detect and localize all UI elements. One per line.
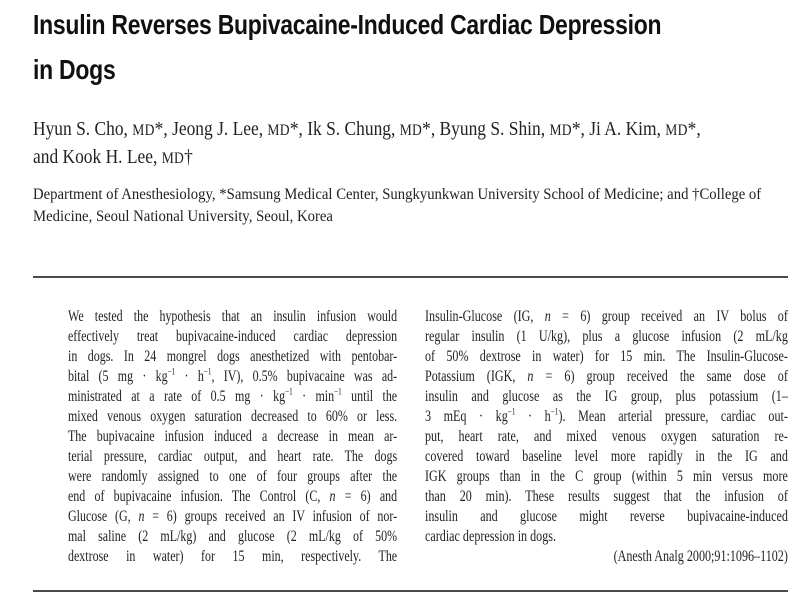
abstract-right-lines (425, 307, 788, 527)
text-line: were randomly assigned to one of four groups after the (68, 468, 398, 485)
text-line: bital (5 mg · $kg^{-1} \cdot h^{-1}$, IV), 0.5% bupivacaine was ad- (68, 366, 398, 385)
text-line: mixed venous oxygen saturation decreased to 60% or less. (68, 408, 398, 425)
text-line: 3 mEq · $kg^{-1} \cdot h^{-1}$). Mean arterial pressure, cardiac out- (425, 406, 788, 425)
text-line: covered toward baseline level more rapidly in the IG and (425, 448, 788, 465)
text-line: insulin and glucose as the IG group, plus potassium (1– (425, 388, 788, 405)
journal-citation: (Anesth Analg 2000;91:1096–1102) (613, 548, 788, 565)
text-line: Medicine, Seoul National University, Seoul, Korea (33, 208, 333, 225)
abstract-closing-line: cardiac depression in dogs. (425, 528, 557, 545)
text-line: Glucose (G, n = 6) groups received an IV infusion of nor- (68, 508, 398, 525)
abstract-left-column (68, 307, 397, 567)
text-line: Insulin-Glucose (IG, n = 6) group received an IV bolus of (425, 308, 788, 325)
text-line: end of bupivacaine infusion. The Control (C, n = 6) and (68, 488, 398, 505)
text-line: in dogs. In 24 mongrel dogs anesthetized with pentobar- (68, 348, 398, 365)
text-line: Potassium (IGK, n = 6) group received the same dose of (425, 368, 788, 385)
text-line: ministrated at a rate of 0.5 mg · $kg^{-1} \cdot \min^{-1}$ until the (68, 386, 398, 405)
affiliation (33, 184, 761, 228)
article-title (33, 2, 661, 92)
text-line: Insulin Reverses Bupivacaine-Induced Cardiac Depression (33, 9, 662, 40)
author-list (33, 116, 701, 172)
text-line: put, heart rate, and mixed venous oxygen saturation re- (425, 428, 788, 445)
abstract-right-column (425, 307, 788, 567)
text-line: Hyun S. Cho, MD*, Jeong J. Lee, MD*, Ik S. Chung, MD*, Byung S. Shin, MD*, Ji A. Kim, MD*, (33, 118, 701, 140)
text-line: insulin and glucose might reverse bupivacaine-induced (425, 508, 788, 525)
text-line: regular insulin (1 U/kg), plus a glucose infusion (2 mL/kg (425, 328, 788, 345)
text-line: than 20 min). These results suggest that the infusion of (425, 488, 788, 505)
text-line: of 50% dextrose in water) for 15 min. The Insulin-Glucose- (425, 348, 788, 365)
text-line: mal saline (2 mL/kg) and glucose (2 mL/kg of 50% (68, 528, 398, 545)
bottom-divider-rule (33, 590, 788, 592)
text-line: IGK groups than in the C group (within 5 min versus more (425, 468, 788, 485)
text-line: The bupivacaine infusion induced a decrease in mean ar- (68, 428, 398, 445)
text-line: We tested the hypothesis that an insulin infusion would (68, 308, 398, 325)
text-line: terial pressure, cardiac output, and heart rate. The dogs (68, 448, 398, 465)
top-divider-rule (33, 276, 788, 278)
text-line: in Dogs (33, 54, 116, 85)
text-line: dextrose in water) for 15 min, respectively. The (68, 548, 398, 565)
text-line: effectively treat bupivacaine-induced cardiac depression (68, 328, 398, 345)
text-line: and Kook H. Lee, MD† (33, 146, 193, 168)
text-line: Department of Anesthesiology, *Samsung Medical Center, Sungkyunkwan University School of Medicine; and †College of (33, 186, 762, 203)
